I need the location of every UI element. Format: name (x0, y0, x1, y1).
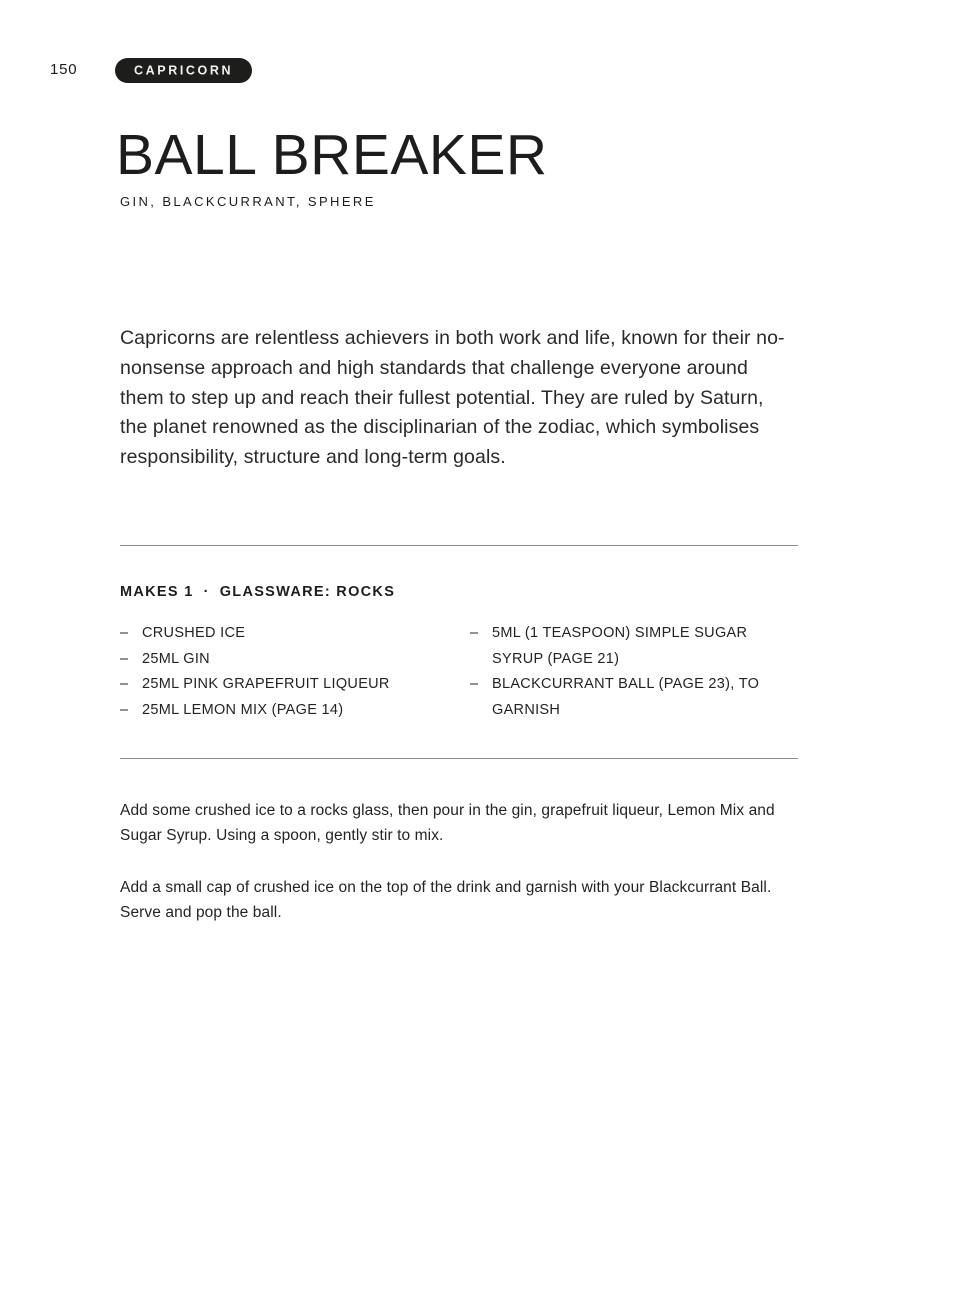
ingredients-column-left (120, 621, 470, 723)
meta-separator-dot: · (203, 584, 210, 600)
recipe-meta-line (120, 584, 395, 600)
ingredients-column-right (470, 621, 780, 723)
ingredient-item (470, 621, 780, 672)
dash-bullet: – (120, 650, 129, 667)
ingredient-item (120, 672, 470, 698)
method-step-1: Add some crushed ice to a rocks glass, then pour in the gin, grapefruit liqueur, Lemon Mix and Sugar Syrup. Using a spoon, gently stir to mix. (120, 802, 775, 845)
ingredient-text: 25ML LEMON MIX (PAGE 14) (142, 701, 344, 718)
divider-bottom (120, 758, 798, 759)
ingredient-item (120, 698, 470, 724)
ingredient-item (470, 672, 780, 723)
dash-bullet: – (120, 701, 129, 718)
ingredient-text: CRUSHED ICE (142, 625, 246, 641)
ingredient-text: 25ML PINK GRAPEFRUIT LIQUEUR (142, 676, 390, 692)
recipe-subtitle: GIN, BLACKCURRANT, SPHERE (120, 194, 376, 209)
ingredient-text: 25ML GIN (142, 650, 210, 667)
recipe-intro-paragraph: Capricorns are relentless achievers in both work and life, known for their no-nonsense approach and high standards that challenge everyone around them to step up and reach their fullest potential. They are ruled by Saturn, the planet renowned as the disciplinarian of the zodiac, which symbolises responsibility, structure and long-term goals. (120, 327, 785, 469)
dash-bullet: – (120, 625, 129, 641)
dash-bullet: – (470, 625, 479, 641)
dash-bullet: – (470, 676, 479, 692)
zodiac-badge (115, 58, 252, 83)
dash-bullet: – (120, 676, 129, 692)
glassware-label: GLASSWARE: ROCKS (219, 584, 396, 600)
ingredient-item (120, 621, 470, 647)
ingredients-list (120, 621, 800, 723)
divider-top (120, 545, 798, 546)
zodiac-badge-label: CAPRICORN (134, 63, 234, 78)
page-number: 150 (50, 61, 78, 78)
ingredient-text: 5ML (1 TEASPOON) SIMPLE SUGAR SYRUP (PAGE 21) (492, 625, 748, 667)
makes-label: MAKES 1 (120, 584, 194, 600)
method-step-2: Add a small cap of crushed ice on the top of the drink and garnish with your Blackcurrant Ball. Serve and pop the ball. (120, 879, 772, 922)
recipe-title: BALL BREAKER (116, 123, 548, 187)
ingredient-item (120, 647, 470, 673)
ingredient-text: BLACKCURRANT BALL (PAGE 23), TO GARNISH (492, 676, 760, 718)
